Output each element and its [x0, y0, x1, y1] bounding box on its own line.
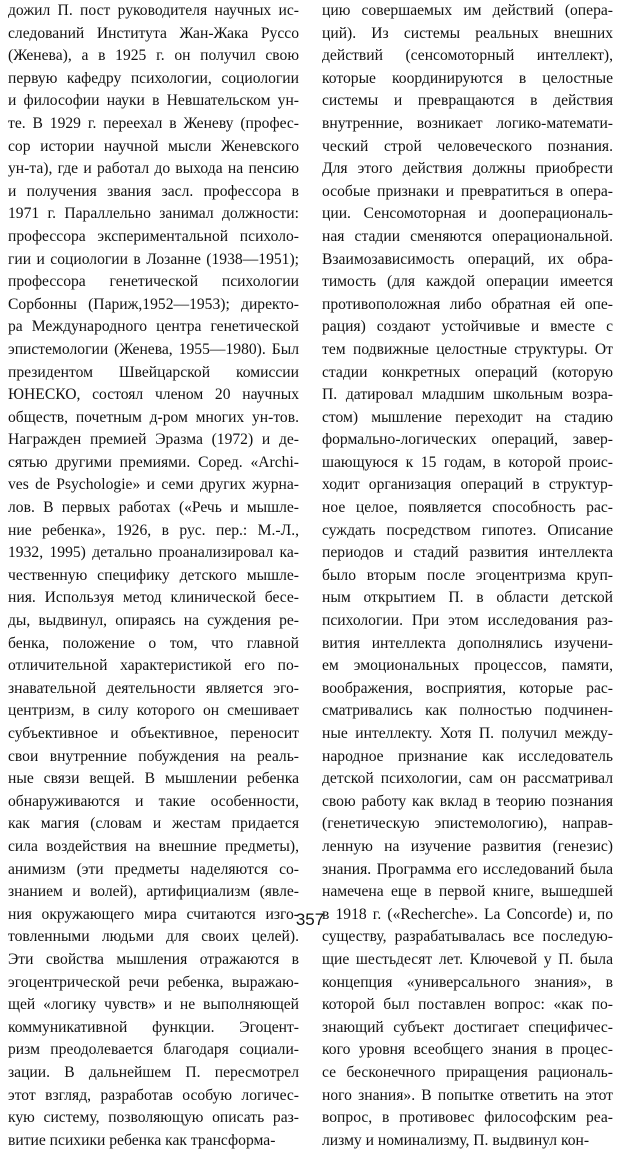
left-column-line: обнаруживаются и такие особенности, — [8, 792, 299, 810]
left-column-line: ves de Psychologie» и семи других журна- — [8, 476, 299, 494]
right-column-line: Для этого действия должны приобрести — [322, 160, 613, 178]
left-column-line: коммуникативной функции. Эгоцент- — [8, 1018, 299, 1036]
right-column-line: в 1918 г. («Recherche». La Concorde) и, по — [322, 905, 613, 923]
left-column-line: бенка, положение о том, что главной — [8, 634, 299, 652]
left-column-line: лов. В первых работах («Речь и мышле- — [8, 499, 299, 517]
left-column-line: этот взгляд, разработав особую логичес- — [8, 1086, 299, 1104]
right-column-line: шающуюся к 15 годам, в которой проис- — [322, 453, 613, 471]
left-column-line: свои внутренние побуждения на реаль- — [8, 747, 299, 765]
left-column-line: субъективное и объективное, переносит — [8, 725, 299, 742]
right-column-line: особые признаки и превратиться в опера- — [322, 182, 613, 200]
left-column-line: следований Института Жан-Жака Руссо — [8, 24, 299, 42]
left-column-line: первую кафедру психологии, социологии — [8, 69, 299, 87]
right-column-line: (генетическую эпистемологию), направ- — [322, 815, 613, 833]
right-column-line: ции. Сенсомоторная и дооперациональ- — [322, 205, 613, 223]
right-column-line: действий (сенсомоторный интеллект), — [322, 47, 613, 65]
right-column-line: ного знания». В попытке ответить на этот — [322, 1086, 613, 1104]
right-column-line: существу, разрабатывалась все последую- — [322, 928, 613, 946]
left-column-line: зации. В дальнейшем П. пересмотрел — [8, 1063, 299, 1081]
right-column-line: которой был поставлен вопрос: «как по- — [322, 996, 613, 1014]
right-column-line: периодов и стадий развития интеллекта — [322, 544, 613, 562]
right-column-line: рация) создают устойчивые и вместе с — [322, 318, 613, 336]
right-column-line: знающий субъект достигает специфичес- — [322, 1018, 613, 1036]
left-column-line: обществ, почетным д-ром многих ун-тов. — [8, 408, 299, 426]
right-column-line: формально-логических операций, завер- — [322, 431, 613, 449]
right-text-column — [322, 0, 613, 1152]
left-text-column — [8, 0, 299, 1152]
left-column-line: и получения звания засл. профессора в — [8, 182, 299, 200]
left-column-line: ные связи вещей. В мышлении ребенка — [8, 770, 299, 788]
left-column-line: (Женева), а в 1925 г. он получил свою — [8, 47, 299, 65]
right-column-line: цию совершаемых им действий (опера- — [322, 2, 613, 19]
right-column-line: се бесконечного приращения рациональ- — [322, 1063, 613, 1081]
right-column-line: которые координируются в целостные — [322, 69, 613, 87]
right-column-line: ческий строй человеческого познания. — [322, 137, 613, 155]
right-column-line: суждать посредством гипотез. Описание — [322, 521, 613, 539]
right-column-line: внутренние, возникает логико-математи- — [322, 114, 613, 132]
right-column-line: щие шестьдесят лет. Ключевой у П. была — [322, 950, 613, 968]
page-number: 357 — [295, 910, 325, 929]
right-column-line: системы и превращаются в действия — [322, 92, 613, 110]
left-column-line: анимизм (эти предметы наделяются со- — [8, 860, 299, 878]
left-column-line: ун-та), где и работал до выхода на пенсию — [8, 160, 299, 178]
left-column-line: профессора генетической психологии — [8, 273, 299, 291]
left-column-line: эпистемологии (Женева, 1955—1980). Был — [8, 340, 299, 358]
left-column-line: щей «логику чувств» и не выполняющей — [8, 996, 299, 1014]
right-column-line: ленную на изучение развития (генезис) — [322, 837, 613, 855]
right-column-line: П. датировал младшим школьным возра- — [322, 386, 613, 404]
left-column-line: Сорбонны (Париж,1952—1953); директо- — [8, 295, 299, 313]
left-column-line: и философии науки в Невшательском ун- — [8, 92, 299, 110]
left-column-line: знавательной деятельности является эго- — [8, 679, 299, 697]
left-column-line: Эти свойства мышления отражаются в — [8, 950, 299, 968]
left-column-line: гии и социологии в Лозанне (1938—1951); — [8, 250, 299, 268]
left-column-line: 1971 г. Параллельно занимал должности: — [8, 205, 299, 223]
left-column-line: ды, выдвинул, опираясь на суждения ре- — [8, 612, 299, 630]
right-column-line: сматривались как полностью подчинен- — [322, 702, 613, 720]
left-column-line: те. В 1929 г. переехал в Женеву (профес- — [8, 114, 299, 132]
left-column-line: президентом Швейцарской комиссии — [8, 363, 299, 381]
left-column-line: витие психики ребенка как трансформа- — [8, 1131, 276, 1149]
right-column-line: детской психологии, сам он рассматривал — [322, 770, 613, 788]
right-column-line: было вторым после эгоцентризма круп- — [322, 566, 613, 584]
right-column-line: тем подвижные целостные структуры. От — [322, 340, 613, 358]
right-column-line: психологии. При этом исследования раз- — [322, 612, 613, 630]
right-column-line: концепция «универсального знания», в — [322, 973, 613, 991]
right-column-line: ходит организация операций в структур- — [322, 476, 613, 494]
left-column-line: центризм, в силу которого он смешивает — [8, 702, 299, 720]
right-column-line: свою работу как вклад в теорию познания — [322, 792, 613, 810]
left-column-line: сор истории научной мысли Женевского — [8, 137, 299, 155]
right-column-line: знания. Программа его исследований была — [322, 860, 613, 878]
left-column-line: эгоцентрической речи ребенка, выражаю- — [8, 973, 299, 991]
right-column-line: тимость (для каждой операции имеется — [322, 273, 613, 291]
right-column-line: кого уровня всеобщего знания в процес- — [322, 1041, 613, 1059]
right-column-line: лизму и номинализму, П. выдвинул кон- — [322, 1131, 590, 1149]
right-column-line: ным открытием П. в области детской — [322, 589, 613, 607]
left-column-line: дожил П. пост руководителя научных ис- — [8, 2, 299, 19]
right-column-line: ная стадии сменяются операциональной. — [322, 227, 613, 245]
right-column-line: ные интеллекту. Хотя П. получил между- — [322, 725, 613, 742]
left-column-line: 1932, 1995) детально проанализировал ка- — [8, 544, 299, 562]
left-column-line: ра Международного центра генетической — [8, 318, 299, 336]
left-column-line: товленными людьми для своих целей). — [8, 928, 299, 946]
left-column-line: кую систему, позволяющую описать раз- — [8, 1109, 299, 1127]
left-column-line: знанием и волей), артифициализм (явле- — [8, 883, 299, 901]
right-column-line: ное целое, появляется способность рас- — [322, 499, 613, 517]
left-column-line: профессора экспериментальной психоло- — [8, 227, 299, 245]
right-column-line: стадии конкретных операций (которую — [322, 363, 613, 381]
right-column-line: противоположная либо обратная ей опе- — [322, 295, 613, 313]
right-column-line: ций). Из системы реальных внешних — [322, 24, 613, 42]
left-column-line: ния. Используя метод клинической бесе- — [8, 589, 299, 607]
right-column-line: намечена еще в первой книге, вышедшей — [322, 883, 613, 901]
left-column-line: ЮНЕСКО, состоял членом 20 научных — [8, 386, 299, 404]
right-column-line: воображения, восприятия, которые рас- — [322, 679, 613, 697]
right-column-line: вопрос, в противовес философским реа- — [322, 1109, 613, 1127]
left-column-line: ние ребенка», 1926, в рус. пер.: М.-Л., — [8, 521, 299, 539]
right-column-line: стом) мышление переходит на стадию — [322, 408, 613, 426]
left-column-line: Награжден премией Эразма (1972) и де- — [8, 431, 299, 449]
right-column-line: народное признание как исследователь — [322, 747, 613, 765]
left-column-line: как магия (словам и жестам придается — [8, 815, 299, 833]
left-column-line: сила воздействия на внешние предметы), — [8, 837, 299, 855]
right-column-line: вития интеллекта дополнялись изучени- — [322, 634, 613, 652]
right-column-line: ем эмоциональных процессов, памяти, — [322, 657, 613, 675]
left-column-line: отличительной характеристикой его по- — [8, 657, 299, 675]
right-column-line: Взаимозависимость операций, их обра- — [322, 250, 613, 268]
left-column-line: ризм преодолевается благодаря социали- — [8, 1041, 299, 1059]
left-column-line: чественную специфику детского мышле- — [8, 566, 299, 584]
left-column-line: ния окружающего мира считаются изго- — [8, 905, 299, 923]
left-column-line: сятью другими премиями. Соред. «Archi- — [8, 453, 299, 471]
